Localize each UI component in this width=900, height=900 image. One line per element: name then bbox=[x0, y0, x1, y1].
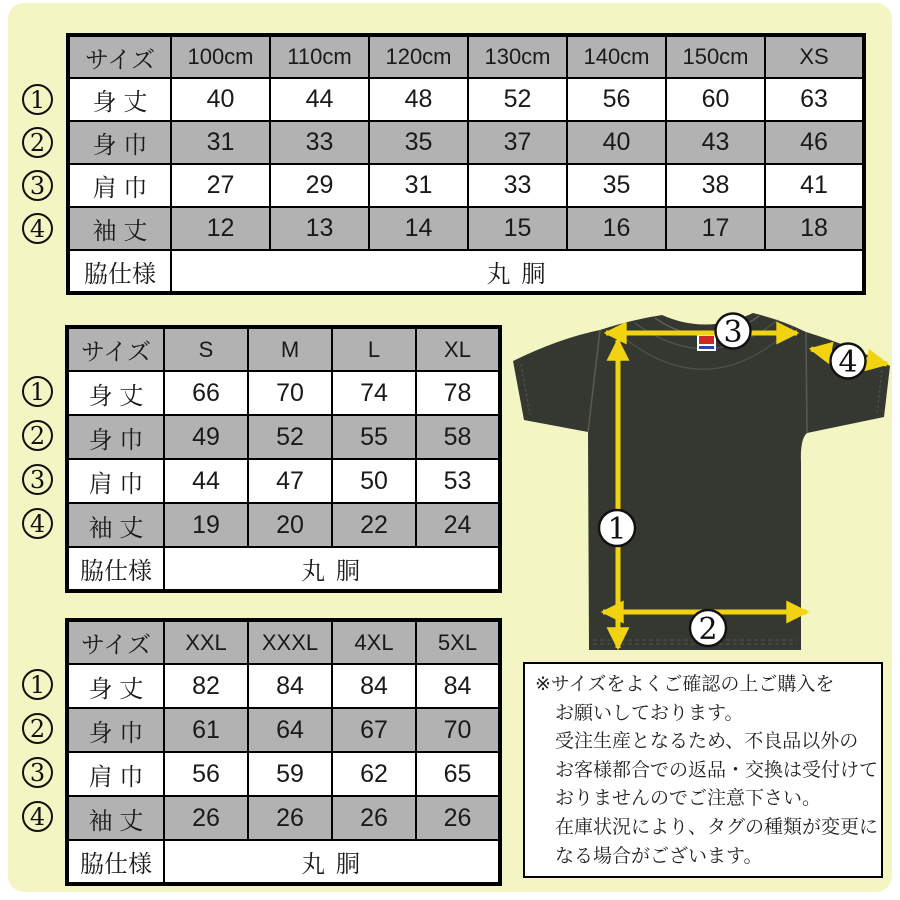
measurement-cell: 29 bbox=[270, 164, 369, 207]
side-spec-cell: 丸 胴 bbox=[171, 250, 864, 293]
column-header: L bbox=[332, 327, 416, 371]
measurement-cell: 26 bbox=[164, 796, 248, 840]
measurement-cell: 26 bbox=[416, 796, 500, 840]
marker-body-width bbox=[22, 420, 53, 451]
measurement-cell: 47 bbox=[248, 459, 332, 503]
row-label: 身 丈 bbox=[68, 78, 171, 121]
marker-body-width bbox=[22, 127, 53, 158]
measurement-cell: 49 bbox=[164, 415, 248, 459]
measurement-cell: 56 bbox=[567, 78, 666, 121]
measurement-cell: 74 bbox=[332, 371, 416, 415]
column-header: 130cm bbox=[468, 35, 567, 78]
measurement-cell: 62 bbox=[332, 752, 416, 796]
measurement-cell: 13 bbox=[270, 207, 369, 250]
measurement-cell: 70 bbox=[248, 371, 332, 415]
measurement-cell: 40 bbox=[567, 121, 666, 164]
column-header: XL bbox=[416, 327, 500, 371]
shoulder-seam-right bbox=[806, 332, 807, 433]
marker-sleeve-length bbox=[22, 508, 53, 539]
column-header: 120cm bbox=[369, 35, 468, 78]
measurement-cell: 43 bbox=[666, 121, 765, 164]
row-label: 袖 丈 bbox=[67, 796, 164, 840]
row-label: 身 巾 bbox=[67, 415, 164, 459]
measurement-cell: 78 bbox=[416, 371, 500, 415]
measurement-cell: 33 bbox=[270, 121, 369, 164]
measurement-cell: 37 bbox=[468, 121, 567, 164]
brand-tag-red-stripe bbox=[699, 336, 714, 344]
measurement-cell: 59 bbox=[248, 752, 332, 796]
measurement-cell: 14 bbox=[369, 207, 468, 250]
measurement-cell: 61 bbox=[164, 708, 248, 752]
marker-body-width bbox=[22, 713, 53, 744]
marker-number: 3 bbox=[29, 465, 46, 494]
circle-number-1: 1 bbox=[607, 512, 627, 547]
measurement-cell: 26 bbox=[332, 796, 416, 840]
table-row bbox=[68, 164, 864, 207]
size-header: サイズ bbox=[67, 620, 164, 664]
purchase-notes-box bbox=[523, 662, 883, 878]
marker-number: 2 bbox=[29, 421, 46, 450]
note-line: 在庫状況により、タグの種類が変更に bbox=[555, 816, 879, 838]
marker-body-length bbox=[22, 376, 53, 407]
measurement-cell: 65 bbox=[416, 752, 500, 796]
measurement-cell: 44 bbox=[270, 78, 369, 121]
column-header: 5XL bbox=[416, 620, 500, 664]
marker-number: 3 bbox=[29, 758, 46, 787]
column-header: XXL bbox=[164, 620, 248, 664]
column-header: XXXL bbox=[248, 620, 332, 664]
table-row bbox=[67, 415, 500, 459]
circle-number-3: 3 bbox=[723, 315, 743, 350]
table-row bbox=[68, 207, 864, 250]
row-label: 肩 巾 bbox=[68, 164, 171, 207]
note-line: お願いしております。 bbox=[555, 702, 744, 724]
measurement-cell: 84 bbox=[416, 664, 500, 708]
measurement-cell: 52 bbox=[248, 415, 332, 459]
measurement-cell: 44 bbox=[164, 459, 248, 503]
side-spec-cell: 丸 胴 bbox=[164, 840, 500, 884]
circle-number-2: 2 bbox=[698, 612, 718, 647]
row-label: 身 丈 bbox=[67, 371, 164, 415]
table-row bbox=[67, 796, 500, 840]
size-table-kids bbox=[66, 33, 866, 295]
circle-number-4: 4 bbox=[838, 345, 858, 380]
marker-number: 4 bbox=[29, 802, 46, 831]
table-header-row bbox=[67, 327, 500, 371]
column-header: 140cm bbox=[567, 35, 666, 78]
measurement-cell: 53 bbox=[416, 459, 500, 503]
marker-number: 1 bbox=[29, 85, 46, 114]
measurement-cell: 40 bbox=[171, 78, 270, 121]
column-header: M bbox=[248, 327, 332, 371]
row-label: 肩 巾 bbox=[67, 459, 164, 503]
note-line: おりませんのでご注意下さい。 bbox=[555, 788, 822, 810]
measurement-cell: 48 bbox=[369, 78, 468, 121]
measurement-cell: 55 bbox=[332, 415, 416, 459]
measurement-cell: 26 bbox=[248, 796, 332, 840]
row-label: 袖 丈 bbox=[67, 503, 164, 547]
measurement-cell: 82 bbox=[164, 664, 248, 708]
column-header: XS bbox=[765, 35, 864, 78]
marker-number: 2 bbox=[29, 714, 46, 743]
measurement-cell: 31 bbox=[171, 121, 270, 164]
table-header-row bbox=[67, 620, 500, 664]
size-header: サイズ bbox=[67, 327, 164, 371]
measurement-cell: 70 bbox=[416, 708, 500, 752]
row-label: 脇仕様 bbox=[67, 547, 164, 591]
marker-shoulder-width bbox=[22, 170, 53, 201]
measurement-cell: 64 bbox=[248, 708, 332, 752]
table-header-row bbox=[68, 35, 864, 78]
marker-shoulder-width bbox=[22, 464, 53, 495]
marker-number: 2 bbox=[29, 128, 46, 157]
measurement-cell: 24 bbox=[416, 503, 500, 547]
table-row bbox=[68, 121, 864, 164]
marker-sleeve-length bbox=[22, 801, 53, 832]
table-row bbox=[67, 664, 500, 708]
measurement-cell: 38 bbox=[666, 164, 765, 207]
size-table-adult bbox=[65, 325, 502, 593]
measurement-cell: 35 bbox=[369, 121, 468, 164]
table-row bbox=[67, 459, 500, 503]
marker-shoulder-width bbox=[22, 757, 53, 788]
column-header: 4XL bbox=[332, 620, 416, 664]
row-label: 肩 巾 bbox=[67, 752, 164, 796]
measurement-cell: 56 bbox=[164, 752, 248, 796]
marker-number: 1 bbox=[29, 377, 46, 406]
size-table-big bbox=[65, 618, 502, 886]
table-row bbox=[68, 78, 864, 121]
marker-number: 4 bbox=[29, 214, 46, 243]
table-footer-row bbox=[67, 840, 500, 884]
tshirt-measurement-figure bbox=[500, 302, 900, 662]
measurement-cell: 66 bbox=[164, 371, 248, 415]
column-header: S bbox=[164, 327, 248, 371]
measurement-cell: 35 bbox=[567, 164, 666, 207]
measurement-cell: 22 bbox=[332, 503, 416, 547]
row-label: 脇仕様 bbox=[68, 250, 171, 293]
marker-sleeve-length bbox=[22, 213, 53, 244]
measurement-cell: 46 bbox=[765, 121, 864, 164]
table-footer-row bbox=[67, 547, 500, 591]
marker-body-length bbox=[22, 84, 53, 115]
table-row bbox=[67, 708, 500, 752]
measurement-cell: 84 bbox=[332, 664, 416, 708]
note-line: ※サイズをよくご確認の上ご購入を bbox=[535, 674, 835, 695]
row-label: 袖 丈 bbox=[68, 207, 171, 250]
measurement-cell: 33 bbox=[468, 164, 567, 207]
size-header: サイズ bbox=[68, 35, 171, 78]
row-label: 身 巾 bbox=[67, 708, 164, 752]
measurement-cell: 84 bbox=[248, 664, 332, 708]
marker-body-length bbox=[22, 669, 53, 700]
row-label: 身 巾 bbox=[68, 121, 171, 164]
table-row bbox=[67, 371, 500, 415]
marker-number: 4 bbox=[29, 509, 46, 538]
table-footer-row bbox=[68, 250, 864, 293]
measurement-cell: 18 bbox=[765, 207, 864, 250]
measurement-cell: 52 bbox=[468, 78, 567, 121]
column-header: 100cm bbox=[171, 35, 270, 78]
marker-number: 3 bbox=[29, 171, 46, 200]
measurement-cell: 16 bbox=[567, 207, 666, 250]
measurement-cell: 19 bbox=[164, 503, 248, 547]
measurement-cell: 58 bbox=[416, 415, 500, 459]
note-line: お客様都合での返品・交換は受付けて bbox=[555, 759, 879, 781]
measurement-cell: 67 bbox=[332, 708, 416, 752]
measurement-cell: 27 bbox=[171, 164, 270, 207]
note-line: なる場合がございます。 bbox=[555, 845, 763, 867]
measurement-cell: 20 bbox=[248, 503, 332, 547]
measurement-cell: 15 bbox=[468, 207, 567, 250]
measurement-cell: 31 bbox=[369, 164, 468, 207]
brand-tag-blue-stripe bbox=[699, 346, 714, 349]
measurement-cell: 60 bbox=[666, 78, 765, 121]
table-row bbox=[67, 503, 500, 547]
note-line: 受注生産となるため、不良品以外の bbox=[555, 731, 859, 753]
marker-number: 1 bbox=[29, 670, 46, 699]
column-header: 150cm bbox=[666, 35, 765, 78]
row-label: 身 丈 bbox=[67, 664, 164, 708]
measurement-cell: 63 bbox=[765, 78, 864, 121]
table-row bbox=[67, 752, 500, 796]
column-header: 110cm bbox=[270, 35, 369, 78]
row-label: 脇仕様 bbox=[67, 840, 164, 884]
measurement-cell: 17 bbox=[666, 207, 765, 250]
measurement-cell: 41 bbox=[765, 164, 864, 207]
measurement-cell: 50 bbox=[332, 459, 416, 503]
measurement-cell: 12 bbox=[171, 207, 270, 250]
side-spec-cell: 丸 胴 bbox=[164, 547, 500, 591]
